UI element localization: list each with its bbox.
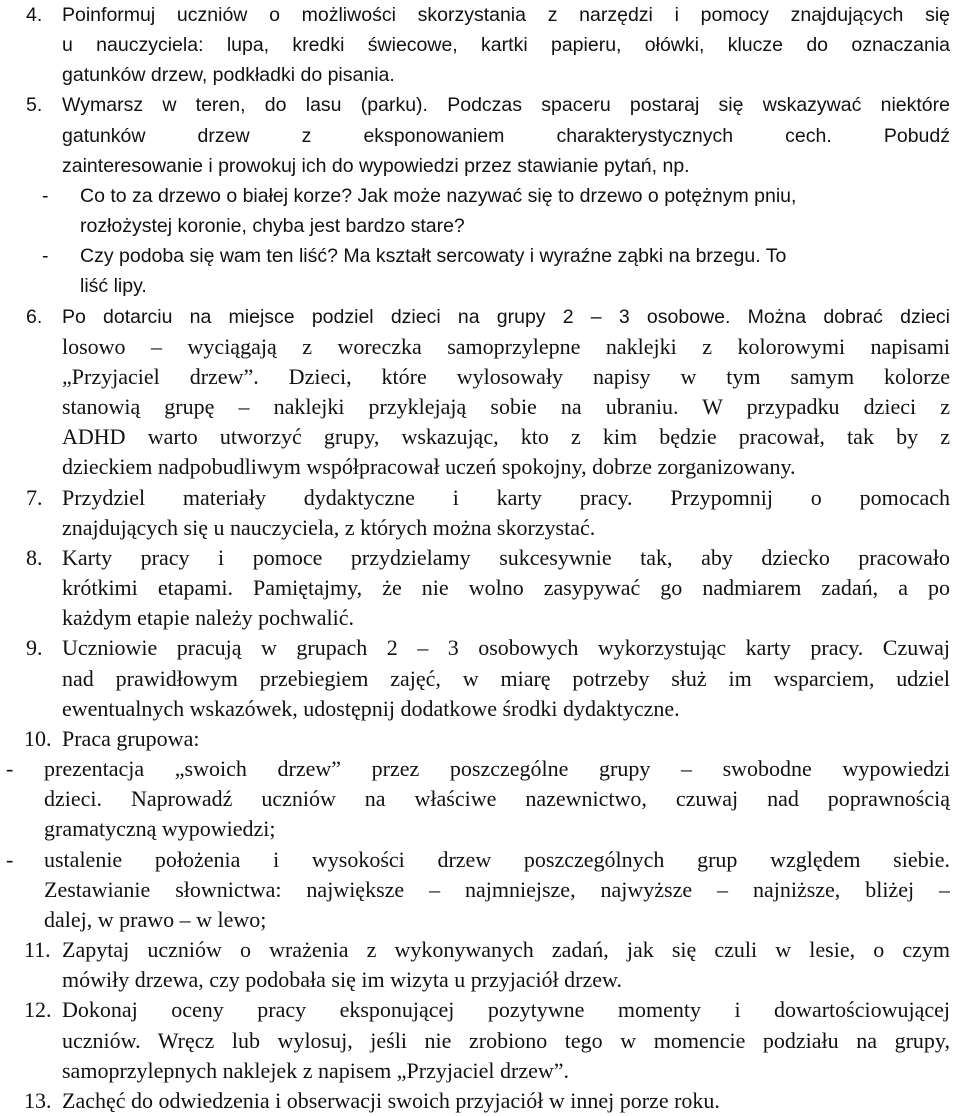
item-text-line: liść lipy.: [80, 275, 147, 298]
item-text-line: każdym etapie należy pochwalić.: [62, 605, 354, 631]
item-number: 7.: [26, 484, 43, 510]
item-text-line: „Przyjaciel drzew”. Dzieci, które wylosowały napisy w tym samym kolorze: [62, 363, 950, 389]
item-text-line: ADHD warto utworzyć grupy, wskazując, kto z kim będzie pracował, tak by z: [62, 424, 950, 450]
item-text-line: Praca grupowa:: [62, 725, 200, 751]
item-text-line: Zachęć do odwiedzenia i obserwacji swoich przyjaciół w innej porze roku.: [62, 1087, 720, 1113]
item-number: 5.: [26, 94, 43, 117]
item-text-line: ustalenie położenia i wysokości drzew poszczególnych grup względem siebie.: [44, 846, 950, 872]
item-text-line: prezentacja „swoich drzew” przez poszczególne grupy – swobodne wypowiedzi: [44, 756, 950, 782]
item-text-line: Uczniowie pracują w grupach 2 – 3 osobowych wykorzystując karty pracy. Czuwaj: [62, 635, 950, 661]
item-text-line: gatunków drzew, podkładki do pisania.: [62, 64, 395, 87]
item-text-line: znajdujących się u nauczyciela, z których można skorzystać.: [62, 514, 596, 540]
dash-marker: -: [42, 184, 49, 207]
item-text-line: gramatyczną wypowiedzi;: [44, 816, 276, 842]
dash-marker: -: [6, 756, 14, 782]
item-text-line: uczniów. Wręcz lub wylosuj, jeśli nie zrobiono tego w momencie podziału na grupy,: [62, 1027, 950, 1053]
item-number: 4.: [26, 4, 43, 26]
item-text-line: u nauczyciela: lupa, kredki świecowe, kartki papieru, ołówki, klucze do oznaczania: [62, 34, 950, 57]
item-text-line: Po dotarciu na miejsce podziel dzieci na grupy 2 – 3 osobowe. Można dobrać dzieci: [62, 305, 950, 328]
item-number: 13.: [24, 1087, 52, 1113]
item-text-line: Zapytaj uczniów o wrażenia z wykonywanych zadań, jak się czuli w lesie, o czym: [62, 937, 950, 963]
item-text-line: Zestawianie słownictwa: największe – najmniejsze, najwyższe – najniższe, bliżej –: [44, 876, 950, 902]
item-text-line: Dokonaj oceny pracy eksponującej pozytywne momenty i dowartościowującej: [62, 997, 950, 1023]
item-text-line: Co to za drzewo o białej korze? Jak może nazywać się to drzewo o potężnym pniu,: [80, 184, 797, 207]
item-text-line: mówiły drzewa, czy podobała się im wizyta u przyjaciół drzew.: [62, 967, 622, 993]
item-text-line: Przydziel materiały dydaktyczne i karty pracy. Przypomnij o pomocach: [62, 484, 950, 510]
item-number: 12.: [24, 997, 52, 1023]
item-text-line: nad prawidłowym przebiegiem zajęć, w miarę potrzeby służ im wsparciem, udziel: [62, 665, 950, 691]
item-number: 6.: [26, 305, 43, 328]
item-text-line: losowo – wyciągają z woreczka samoprzylepne naklejki z kolorowymi napisami: [62, 333, 950, 359]
item-text-line: rozłożystej koronie, chyba jest bardzo stare?: [80, 215, 465, 238]
item-text-line: dalej, w prawo – w lewo;: [44, 906, 267, 932]
item-text-line: zainteresowanie i prowokuj ich do wypowiedzi przez stawianie pytań, np.: [62, 154, 690, 177]
dash-marker: -: [42, 245, 49, 268]
item-number: 10.: [24, 725, 52, 751]
item-text-line: Czy podoba się wam ten liść? Ma kształt sercowaty i wyraźne ząbki na brzegu. To: [80, 245, 787, 268]
item-number: 9.: [26, 635, 43, 661]
item-text-line: stanowią grupę – naklejki przyklejają sobie na ubraniu. W przypadku dzieci z: [62, 394, 950, 420]
item-text-line: dzieckiem nadpobudliwym współpracował uczeń spokojny, dobrze zorganizowany.: [62, 454, 796, 480]
item-text-line: Karty pracy i pomoce przydzielamy sukcesywnie tak, aby dziecko pracowało: [62, 544, 950, 570]
item-text-line: gatunków drzew z eksponowaniem charakterystycznych cech. Pobudź: [62, 124, 950, 147]
item-number: 11.: [24, 937, 51, 963]
item-text-line: Wymarsz w teren, do lasu (parku). Podczas spaceru postaraj się wskazywać niektóre: [62, 94, 950, 117]
item-text-line: Poinformuj uczniów o możliwości skorzystania z narzędzi i pomocy znajdujących się: [62, 4, 950, 26]
item-number: 8.: [26, 544, 43, 570]
item-text-line: ewentualnych wskazówek, udostępnij dodatkowe środki dydaktyczne.: [62, 695, 680, 721]
item-text-line: samoprzylepnych naklejek z napisem „Przyjaciel drzew”.: [62, 1057, 569, 1083]
item-text-line: dzieci. Naprowadź uczniów na właściwe nazewnictwo, czuwaj nad poprawnością: [44, 786, 950, 812]
dash-marker: -: [6, 846, 14, 872]
item-text-line: krótkimi etapami. Pamiętajmy, że nie wolno zasypywać go nadmiarem zadań, a po: [62, 575, 950, 601]
